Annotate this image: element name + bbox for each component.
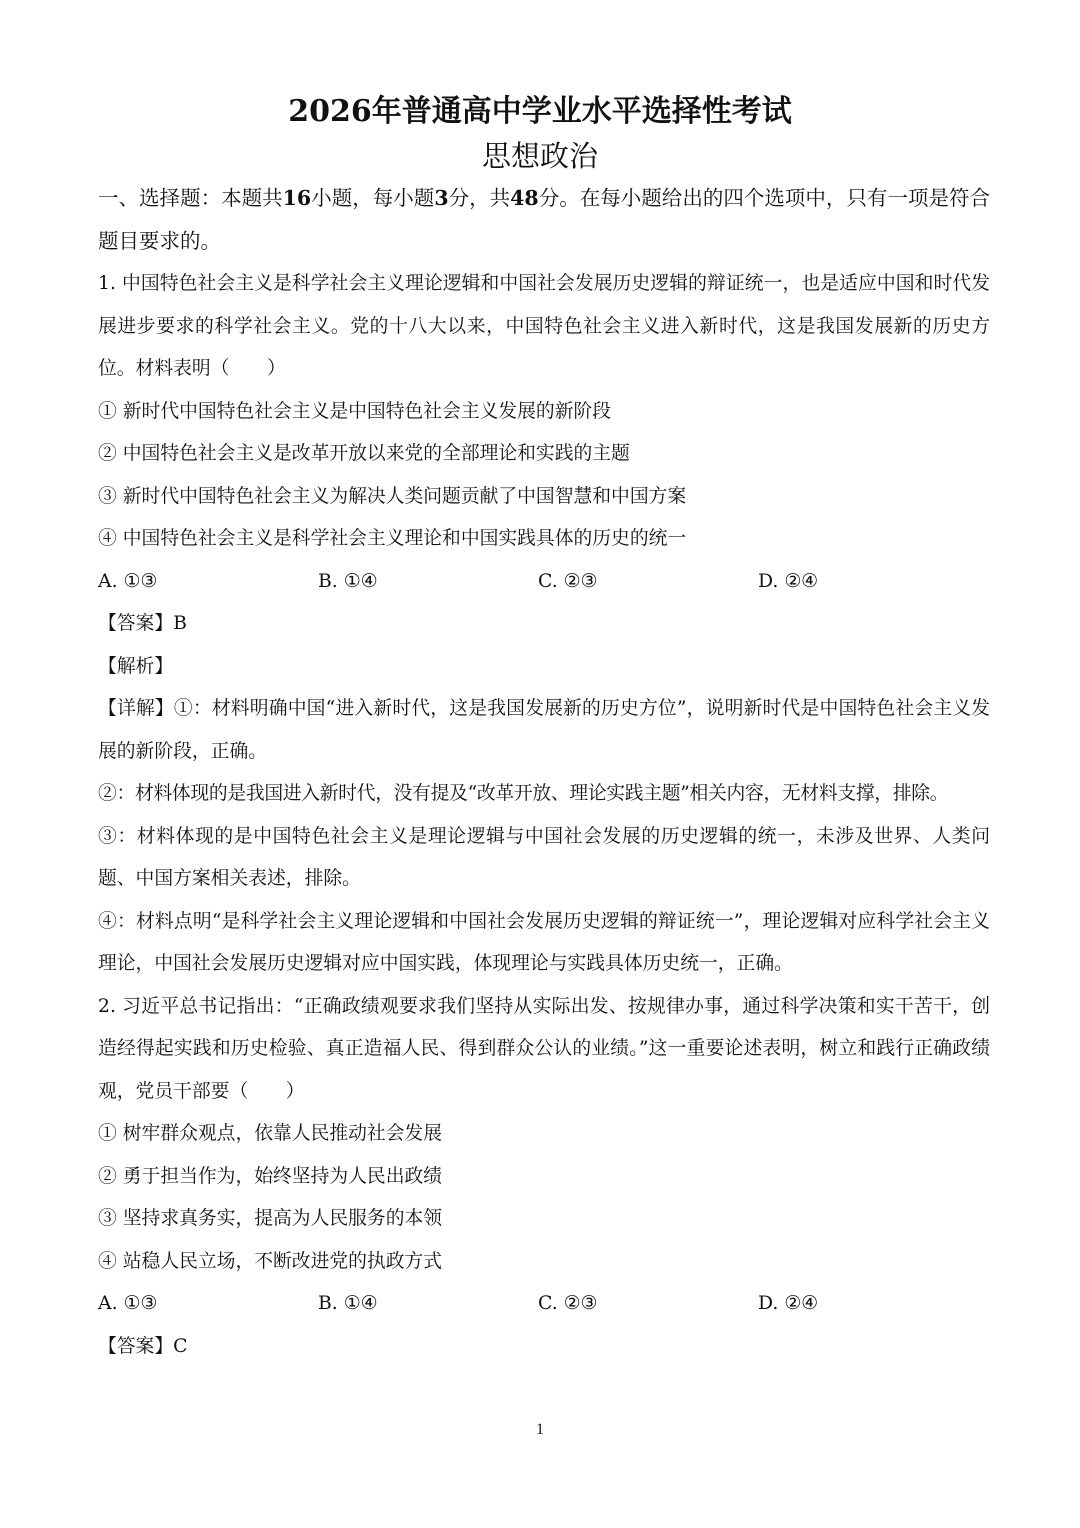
- statement-1: ① 新时代中国特色社会主义是中国特色社会主义发展的新阶段: [98, 400, 612, 422]
- question-1: [98, 263, 990, 986]
- points-each: 3: [434, 186, 449, 210]
- answer-value: B: [173, 613, 187, 634]
- option-a: A. ①③: [98, 570, 158, 592]
- page-number: 1: [536, 1421, 544, 1438]
- detail-4: ④：材料点明“是科学社会主义理论逻辑和中国社会发展历史逻辑的辩证统一”，理论逻辑对应科学社会主义理论，中国社会发展历史逻辑对应中国实践，体现理论与实践具体历史统一，正确。: [98, 910, 990, 974]
- question-count: 16: [282, 186, 312, 210]
- statement-4: ④ 站稳人民立场，不断改进党的执政方式: [98, 1250, 443, 1272]
- answer-options: [98, 1283, 990, 1326]
- detail-label: 【详解】: [98, 698, 174, 719]
- section-instructions: [98, 177, 990, 263]
- analysis-label: 【解析】: [98, 655, 174, 677]
- section-mid2: 分，共: [448, 186, 511, 210]
- answer-value: C: [173, 1335, 188, 1357]
- exam-subject: 思想政治: [481, 139, 598, 173]
- answer-line: [98, 1326, 990, 1369]
- option-b: B. ①④: [318, 1293, 378, 1314]
- statement-3: ③ 新时代中国特色社会主义为解决人类问题贡献了中国智慧和中国方案: [98, 485, 687, 507]
- option-c: C. ②③: [538, 1293, 598, 1314]
- question-stem: 2. 习近平总书记指出：“正确政绩观要求我们坚持从实际出发、按规律办事，通过科学决策和实干苦干，创造经得起实践和历史检验、真正造福人民、得到群众公认的业绩。”这一重要论述表明，树立和践行正确政绩观，党员干部要（ ）: [98, 995, 990, 1102]
- answer-options: [98, 561, 990, 604]
- answer-label: 【答案】: [98, 613, 174, 634]
- option-a: A. ①③: [98, 1293, 158, 1314]
- statement-2: ② 勇于担当作为，始终坚持为人民出政绩: [98, 1165, 443, 1187]
- exam-title: 2026年普通高中学业水平选择性考试: [288, 94, 792, 129]
- statement-3: ③ 坚持求真务实，提高为人民服务的本领: [98, 1208, 443, 1229]
- detail-3: ③：材料体现的是中国特色社会主义是理论逻辑与中国社会发展的历史逻辑的统一，未涉及世界、人类问题、中国方案相关表述，排除。: [98, 825, 990, 889]
- exam-content: [98, 177, 990, 1368]
- question-stem: 1. 中国特色社会主义是科学社会主义理论逻辑和中国社会发展历史逻辑的辩证统一，也是适应中国和时代发展进步要求的科学社会主义。党的十八大以来，中国特色社会主义进入新时代，这是我国发展新的历史方位。材料表明（ ）: [98, 273, 990, 379]
- question-2: [98, 986, 990, 1369]
- statement-1: ① 树牢群众观点，依靠人民推动社会发展: [98, 1123, 443, 1144]
- answer-line: [98, 603, 990, 646]
- option-d: D. ②④: [758, 1293, 819, 1314]
- statement-2: ② 中国特色社会主义是改革开放以来党的全部理论和实践的主题: [98, 443, 630, 464]
- option-b: B. ①④: [318, 570, 378, 592]
- section-prefix: 一、选择题：本题共: [98, 186, 283, 210]
- detail-2: ②：材料体现的是我国进入新时代，没有提及“改革开放、理论实践主题”相关内容，无材料支撑，排除。: [98, 783, 949, 804]
- section-suffix: 分。在每小题给出的四个选项中，只有一项是符合题目要求的。: [98, 186, 991, 253]
- answer-label: 【答案】: [98, 1335, 174, 1357]
- points-total: 48: [510, 186, 539, 210]
- detail-text: ①：材料明确中国“进入新时代，这是我国发展新的历史方位”，说明新时代是中国特色社会主义发展的新阶段，正确。: [98, 698, 991, 762]
- section-mid1: 小题，每小题: [311, 186, 435, 210]
- detail-1: [98, 688, 990, 773]
- option-c: C. ②③: [538, 570, 598, 592]
- option-d: D. ②④: [758, 570, 819, 592]
- statement-4: ④ 中国特色社会主义是科学社会主义理论和中国实践具体的历史的统一: [98, 528, 687, 549]
